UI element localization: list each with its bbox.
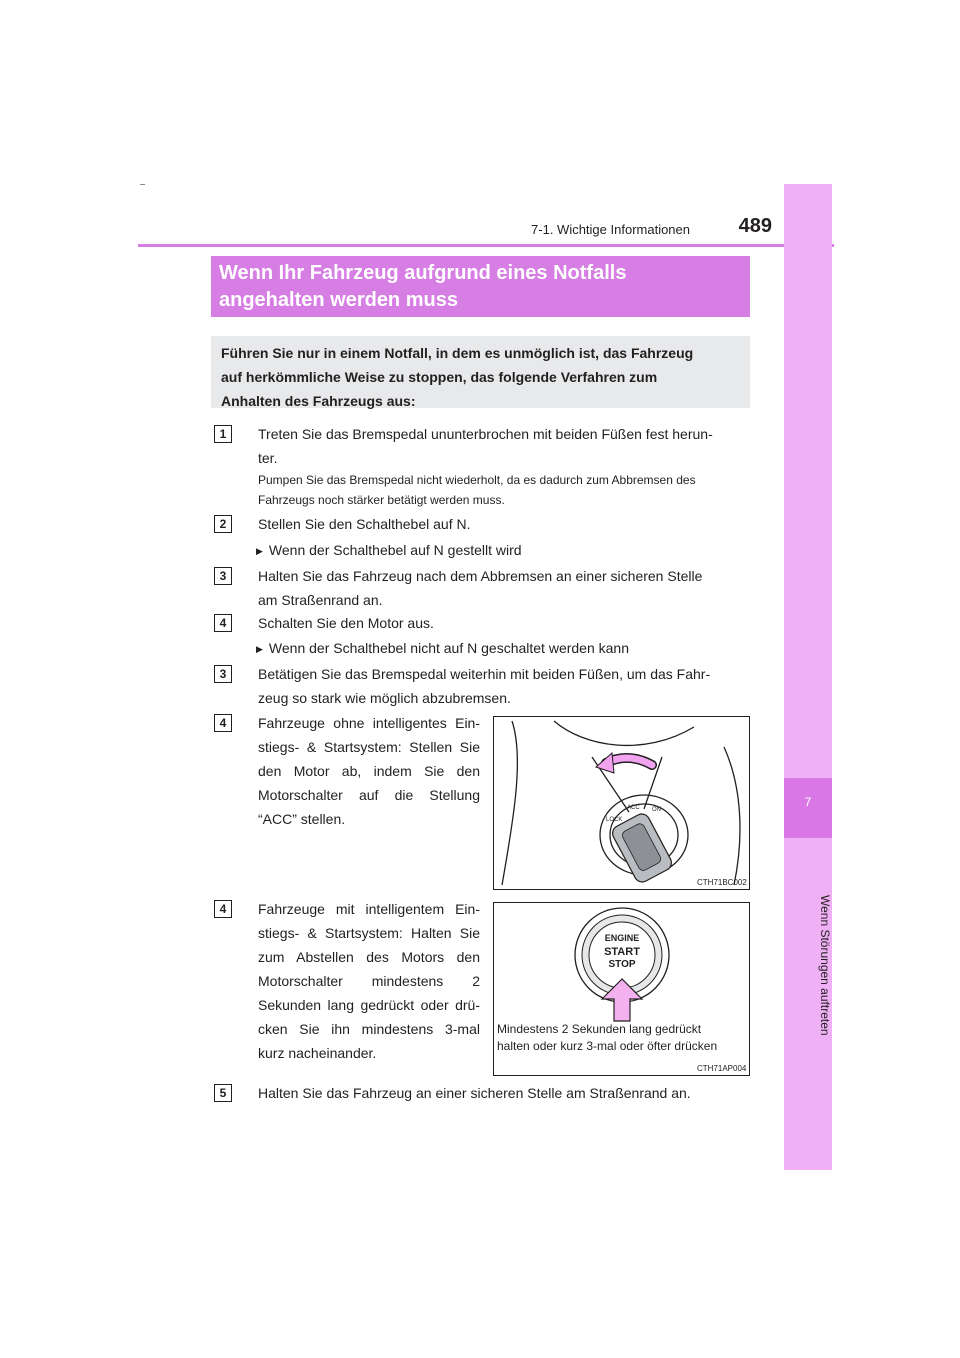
figure-code: CTH71AP004 <box>697 1064 747 1073</box>
caption-line: Mindestens 2 Sekunden lang gedrückt <box>497 1022 702 1036</box>
header-section-title: 7-1. Wichtige Informationen <box>531 222 690 237</box>
step-text <box>258 564 748 612</box>
ignition-key-drawing <box>494 717 749 889</box>
step-text <box>258 1081 748 1105</box>
step-number-badge: 2 <box>214 515 232 533</box>
step-number-badge: 1 <box>214 425 232 443</box>
steering-column-outline <box>502 721 517 885</box>
condition-heading: ▶ Wenn der Schalthebel nicht auf N geschaltet werden kann <box>256 638 746 660</box>
note-line: Fahrzeugs noch stärker betätigt werden muss. <box>258 493 505 507</box>
intro-line-1: Führen Sie nur in einem Notfall, in dem es unmöglich ist, das Fahrzeug <box>221 345 694 361</box>
step-text <box>258 897 480 1065</box>
switch-label-acc: ACC <box>627 805 640 811</box>
start-stop-drawing <box>494 903 749 1023</box>
caption-line: halten oder kurz 3-mal oder öfter drücken <box>497 1039 718 1053</box>
button-label-stop: STOP <box>608 959 636 970</box>
step-number-badge: 3 <box>214 665 232 683</box>
step-number-badge: 5 <box>214 1084 232 1102</box>
step-text <box>258 711 480 831</box>
button-label-start: START <box>604 946 640 958</box>
step-note <box>258 470 748 510</box>
section-title <box>211 256 750 317</box>
intro-line-2: auf herkömmliche Weise zu stoppen, das folgende Verfahren zum <box>221 369 658 385</box>
step-line: stiegs- & Startsystem: Halten Sie <box>258 925 480 941</box>
step-line: zeug so stark wie möglich abzubremsen. <box>258 690 511 706</box>
step-line: Halten Sie das Fahrzeug nach dem Abbremsen an einer sicheren Stelle <box>258 568 703 584</box>
step-line: Fahrzeuge mit intelligentem Ein- <box>258 901 480 917</box>
step-line: cken Sie ihn mindestens 3-mal <box>258 1021 480 1037</box>
step-line: Fahrzeuge ohne intelligentes Ein- <box>258 715 480 731</box>
step-line: Halten Sie das Fahrzeug an einer sicheren Stelle am Straßenrand an. <box>258 1085 691 1101</box>
figure-caption <box>497 1021 717 1055</box>
step-number-badge: 4 <box>214 614 232 632</box>
switch-label-on: ON <box>652 807 661 813</box>
step-number-badge: 3 <box>214 567 232 585</box>
corner-mark <box>140 184 145 185</box>
step-line: Betätigen Sie das Bremspedal weiterhin mit beiden Füßen, um das Fahr- <box>258 666 711 682</box>
step-line: kurz nacheinander. <box>258 1045 377 1061</box>
section-title-line-2: angehalten werden muss <box>219 289 458 311</box>
header-rule <box>138 244 834 247</box>
chapter-title: Wenn Störungen auftreten <box>818 894 832 1036</box>
step-text <box>258 512 748 536</box>
step-line: stiegs- & Startsystem: Stellen Sie <box>258 739 480 755</box>
step-line: “ACC” stellen. <box>258 811 346 827</box>
button-label-engine: ENGINE <box>604 933 640 943</box>
dashboard-curve <box>554 721 694 745</box>
step-line: Sekunden lang gedrückt oder drü- <box>258 997 480 1013</box>
step-line: Motorschalter auf die Stellung <box>258 787 480 803</box>
intro-line-3: Anhalten des Fahrzeugs aus: <box>221 393 416 409</box>
page-number: 489 <box>738 215 772 237</box>
figure-code: CTH71BC002 <box>697 878 747 887</box>
step-line: Motorschalter mindestens 2 <box>258 973 480 989</box>
intro-box <box>211 336 750 408</box>
start-stop-button-illustration <box>493 902 750 1076</box>
step-number-badge: 4 <box>214 900 232 918</box>
step-line: Treten Sie das Bremspedal ununterbrochen mit beiden Füßen fest herun- <box>258 426 713 442</box>
step-line: den Motor ab, indem Sie den <box>258 763 480 779</box>
step-line: zum Abstellen des Motors den <box>258 949 480 965</box>
dashboard-right-edge <box>724 747 740 885</box>
switch-label-lock: LOCK <box>606 817 623 823</box>
step-line: am Straßenrand an. <box>258 592 383 608</box>
ignition-key-illustration <box>493 716 750 890</box>
turn-arrow-icon <box>596 753 614 773</box>
step-text <box>258 611 748 635</box>
condition-heading: ▶ Wenn der Schalthebel auf N gestellt wird <box>256 540 746 562</box>
section-title-line-1: Wenn Ihr Fahrzeug aufgrund eines Notfalls <box>219 262 627 284</box>
step-text <box>258 422 748 470</box>
step-line: Stellen Sie den Schalthebel auf N. <box>258 516 471 532</box>
step-text <box>258 662 748 710</box>
step-line: Schalten Sie den Motor aus. <box>258 615 434 631</box>
note-line: Pumpen Sie das Bremspedal nicht wiederholt, da es dadurch zum Abbremsen des <box>258 473 696 487</box>
step-line: ter. <box>258 450 278 466</box>
step-number-badge: 4 <box>214 714 232 732</box>
chapter-number: 7 <box>804 795 812 809</box>
